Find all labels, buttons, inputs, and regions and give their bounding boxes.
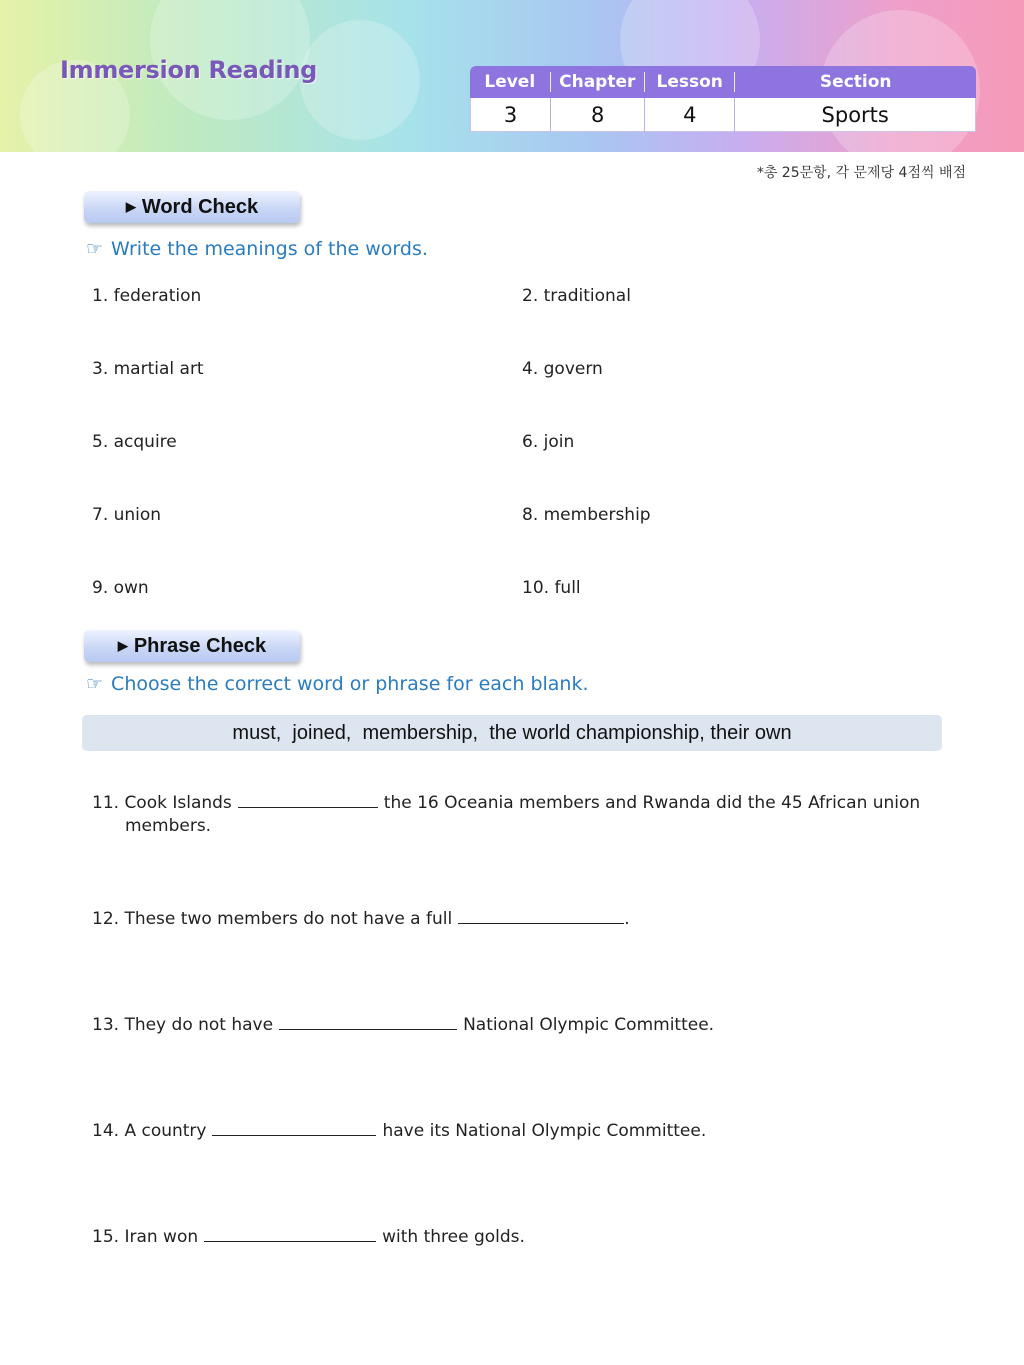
pointing-hand-icon: ☞ xyxy=(86,238,104,260)
sentence-continuation: members. xyxy=(125,816,212,836)
answer-blank[interactable] xyxy=(458,907,624,924)
word-item: 5. acquire xyxy=(92,432,177,452)
word-item: 8. membership xyxy=(522,505,651,525)
answer-blank[interactable] xyxy=(238,791,378,808)
phrase-check-label: Phrase Check xyxy=(133,634,267,657)
pointing-hand-icon: ☞ xyxy=(86,673,104,695)
word-item: 6. join xyxy=(522,432,575,452)
word-check-instruction xyxy=(86,238,428,260)
sentence-text: 14. A country xyxy=(92,1121,207,1141)
level-column-label: Level xyxy=(484,72,536,92)
lesson-value: 4 xyxy=(683,102,697,127)
word-item: 4. govern xyxy=(522,359,603,379)
lesson-info-values xyxy=(470,98,976,132)
header-banner xyxy=(0,0,1024,152)
chapter-column-label: Chapter xyxy=(559,72,636,92)
word-check-instruction-text: Write the meanings of the words. xyxy=(111,238,428,260)
sentence-item xyxy=(92,1225,936,1249)
sentence-text: 11. Cook Islands xyxy=(92,793,232,813)
sentence-text: 12. These two members do not have a full xyxy=(92,909,453,929)
sentence-item xyxy=(92,1013,936,1037)
sentence-text: 13. They do not have xyxy=(92,1015,274,1035)
sentence-text: the 16 Oceania members and Rwanda did the 45 African union xyxy=(383,793,921,813)
word-item: 10. full xyxy=(522,578,581,598)
decorative-bubble xyxy=(300,20,420,140)
sentence-text: National Olympic Committee. xyxy=(463,1015,715,1035)
sentence-text: 15. Iran won xyxy=(92,1227,199,1247)
lesson-column-label: Lesson xyxy=(656,72,723,92)
word-item: 9. own xyxy=(92,578,149,598)
brand-title: Immersion Reading xyxy=(60,56,318,84)
answer-blank[interactable] xyxy=(212,1119,376,1136)
triangle-right-icon: ▶ xyxy=(117,638,128,653)
answer-blank[interactable] xyxy=(204,1225,376,1242)
sentence-item xyxy=(92,907,936,931)
phrase-check-instruction-text: Choose the correct word or phrase for each blank. xyxy=(111,673,589,695)
lesson-info-header xyxy=(470,66,976,98)
phrase-check-tab xyxy=(84,630,300,662)
word-item: 3. martial art xyxy=(92,359,204,379)
sentence-text: . xyxy=(624,909,630,929)
sentence-item xyxy=(92,1119,936,1143)
triangle-right-icon: ▶ xyxy=(125,199,136,214)
word-check-tab xyxy=(84,191,300,223)
phrase-check-instruction xyxy=(86,673,589,695)
word-check-label: Word Check xyxy=(141,195,259,218)
answer-blank[interactable] xyxy=(279,1013,457,1030)
section-value: Sports xyxy=(821,102,889,127)
word-item: 7. union xyxy=(92,505,162,525)
word-bank-text: must, joined, membership, the world championship, their own xyxy=(232,721,792,744)
sentence-text: have its National Olympic Committee. xyxy=(382,1121,707,1141)
sentence-item xyxy=(92,791,936,838)
chapter-value: 8 xyxy=(591,102,605,127)
sentence-text: with three golds. xyxy=(382,1227,525,1247)
word-item: 2. traditional xyxy=(522,286,631,306)
word-bank xyxy=(82,715,942,751)
scoring-note: *총 25문항, 각 문제당 4점씩 배점 xyxy=(756,165,966,181)
section-column-label: Section xyxy=(819,72,892,92)
level-value: 3 xyxy=(503,102,518,127)
word-item: 1. federation xyxy=(92,286,202,306)
lesson-info-table xyxy=(470,66,976,132)
